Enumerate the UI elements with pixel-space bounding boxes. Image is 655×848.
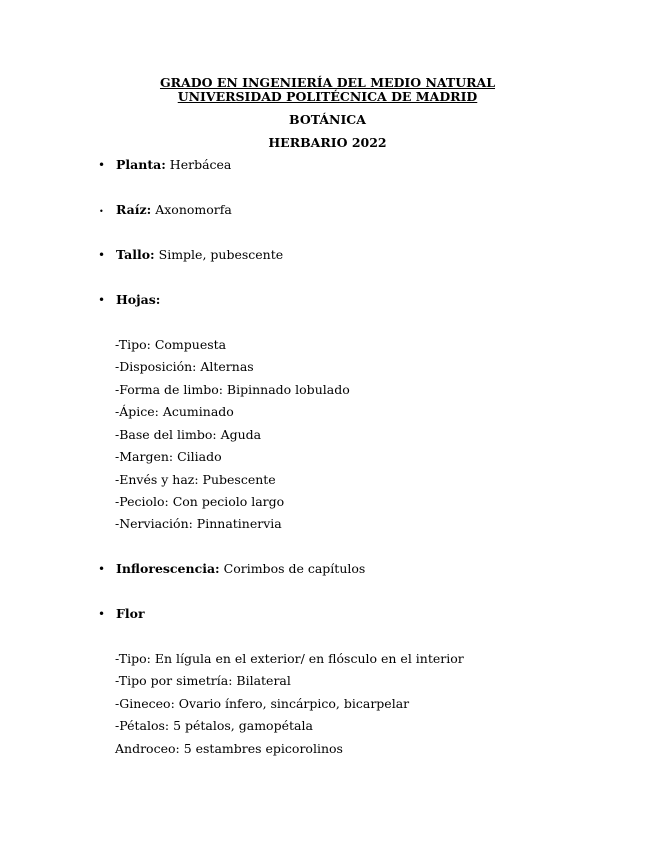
hojas-detail: -Disposición: Alternas (115, 359, 254, 374)
section-label: Hojas: (116, 292, 161, 307)
hojas-detail: -Tipo: Compuesta (115, 337, 227, 352)
section-label: Raíz: (116, 202, 152, 217)
bullet-icon: • (98, 248, 106, 262)
section-hojas (98, 292, 161, 308)
bullet-icon: • (98, 158, 106, 172)
section-planta (98, 157, 232, 173)
section-value: Axonomorfa (151, 202, 232, 217)
university-title: GRADO EN INGENIERÍA DEL MEDIO NATURAL UNIVERSIDAD POLITÉCNICA DE MADRID (159, 75, 496, 104)
flor-detail: -Pétalos: 5 pétalos, gamopétala (115, 718, 313, 733)
flor-detail: -Gineceo: Ovario ínfero, sincárpico, bicarpelar (115, 696, 410, 711)
section-value: Simple, pubescente (154, 247, 284, 262)
bullet-icon: • (98, 293, 106, 307)
section-flor (98, 606, 145, 622)
section-raiz (99, 202, 232, 218)
flor-detail: -Tipo: En lígula en el exterior/ en flósculo en el interior (115, 651, 464, 666)
bullet-icon: • (99, 207, 104, 216)
hojas-detail: -Peciolo: Con peciolo largo (115, 494, 285, 509)
section-label: Flor (116, 606, 145, 621)
section-tallo (98, 247, 284, 263)
section-value: Herbácea (165, 157, 232, 172)
section-inflorescencia (98, 561, 366, 577)
section-label: Planta: (116, 157, 166, 172)
hojas-detail: -Envés y haz: Pubescente (115, 472, 276, 487)
herbario-title: HERBARIO 2022 (268, 135, 387, 150)
section-label: Tallo: (116, 247, 155, 262)
bullet-icon: • (98, 607, 106, 621)
document-header (110, 76, 545, 150)
subject-title: BOTÁNICA (289, 112, 366, 127)
bullet-icon: • (98, 562, 106, 576)
hojas-detail: -Forma de limbo: Bipinnado lobulado (115, 382, 350, 397)
hojas-detail: -Base del limbo: Aguda (115, 427, 262, 442)
flor-detail: Androceo: 5 estambres epicorolinos (115, 741, 343, 756)
section-label: Inflorescencia: (116, 561, 220, 576)
hojas-detail: -Nerviación: Pinnatinervia (115, 516, 282, 531)
flor-detail: -Tipo por simetría: Bilateral (115, 673, 291, 688)
hojas-detail: -Ápice: Acuminado (115, 404, 234, 419)
section-value: Corimbos de capítulos (219, 561, 366, 576)
hojas-detail: -Margen: Ciliado (115, 449, 222, 464)
